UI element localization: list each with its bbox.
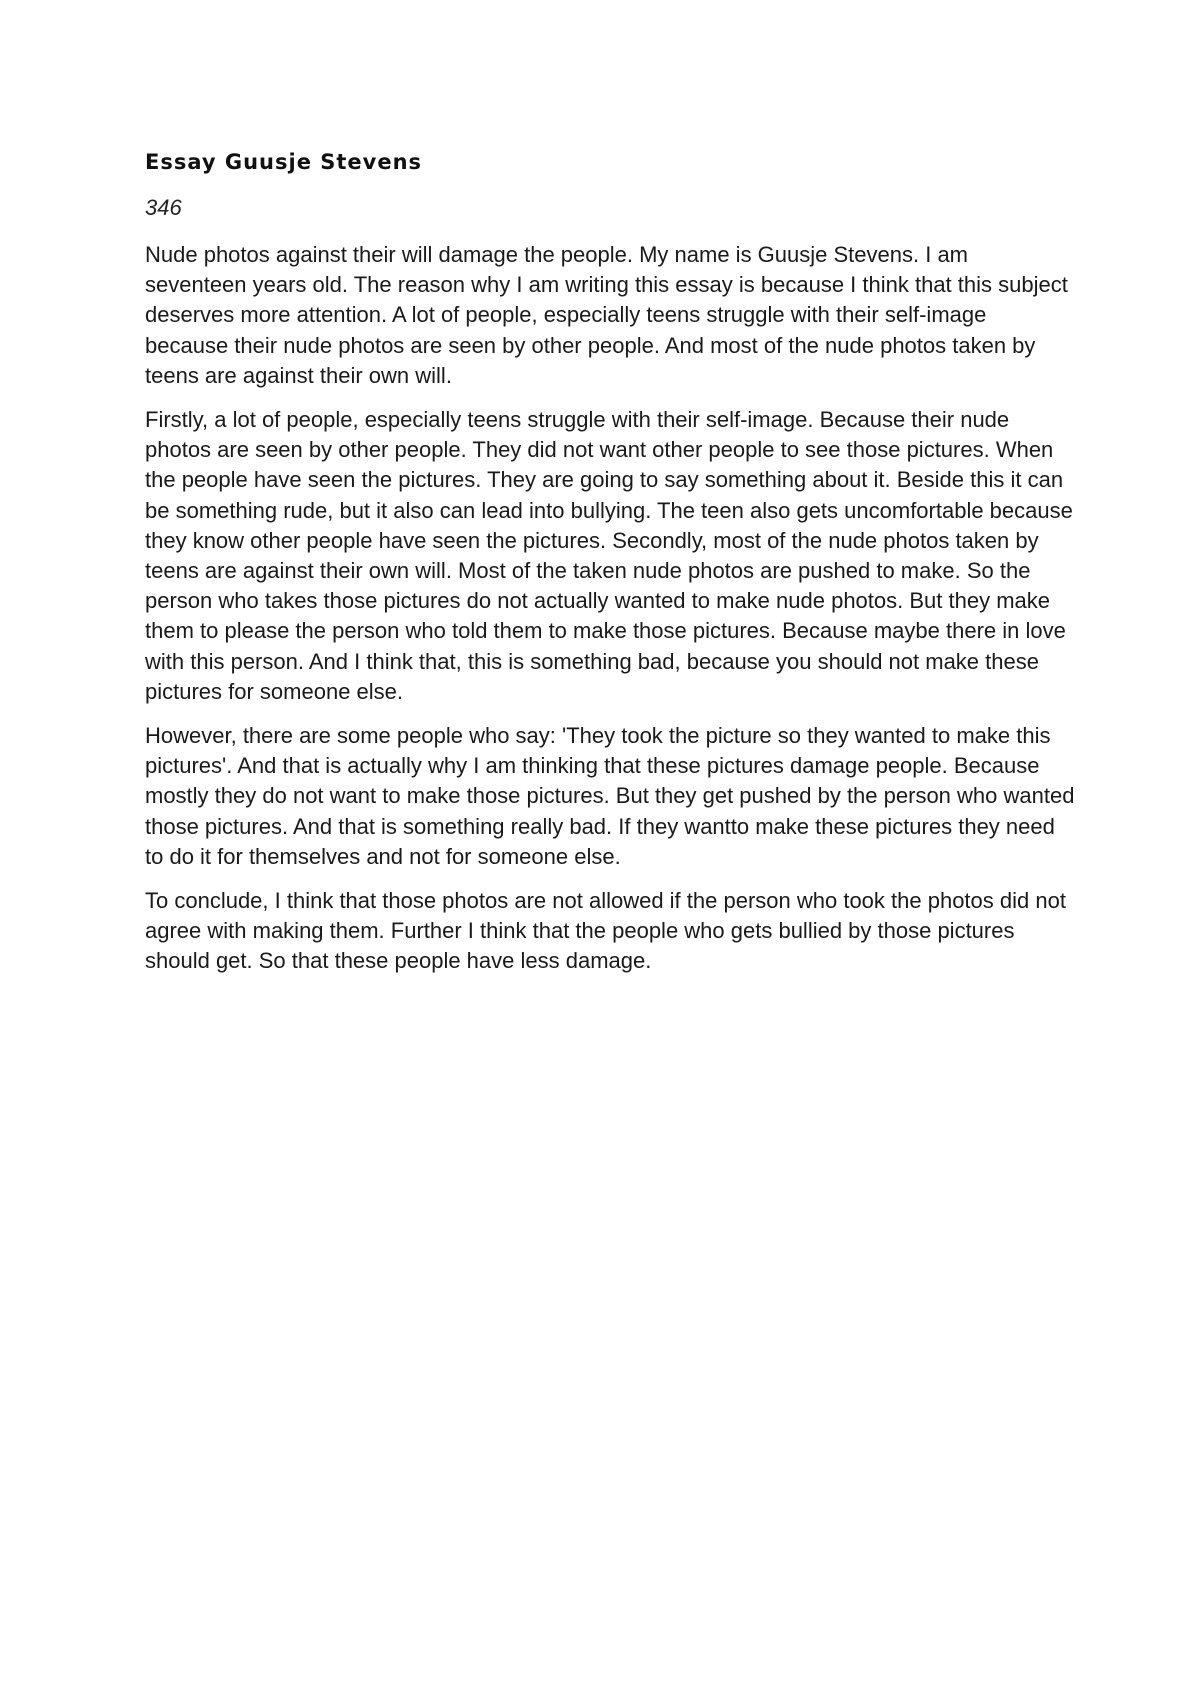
- word-count: 346: [145, 195, 182, 220]
- essay-title: Essay Guusje Stevens: [145, 150, 423, 174]
- paragraph-conclusion: To conclude, I think that those photos are not allowed if the person who took the photos did not agree with making them. Further I think that the people who gets bullied by those pictures should get. So that these people have less damage.: [145, 888, 1066, 974]
- paragraph-introduction: Nude photos against their will damage the people. My name is Guusje Stevens. I am seventeen years old. The reason why I am writing this essay is because I think that this subject deserves more attention. A lot of people, especially teens struggle with their self-image because their nude photos are seen by other people. And most of the nude photos taken by teens are against their own will.: [145, 242, 1068, 388]
- document-body: [145, 147, 1075, 991]
- paragraph-arguments: Firstly, a lot of people, especially teens struggle with their self-image. Because their nude photos are seen by other people. They did not want other people to see those pictures. When the people have seen the pictures. They are going to say something about it. Beside this it can be something rude, but it also can lead into bullying. The teen also gets uncomfortable because they know other people have seen the pictures. Secondly, most of the nude photos taken by teens are against their own will. Most of the taken nude photos are pushed to make. So the person who takes those pictures do not actually wanted to make nude photos. But they make them to please the person who told them to make those pictures. Because maybe there in love with this person. And I think that, this is something bad, because you should not make these pictures for someone else.: [145, 407, 1073, 704]
- paragraph-counterargument: However, there are some people who say: 'They took the picture so they wanted to make this pictures'. And that is actually why I am thinking that these pictures damage people. Because mostly they do not want to make those pictures. But they get pushed by the person who wanted those pictures. And that is something really bad. If they wantto make these pictures they need to do it for themselves and not for someone else.: [145, 723, 1075, 869]
